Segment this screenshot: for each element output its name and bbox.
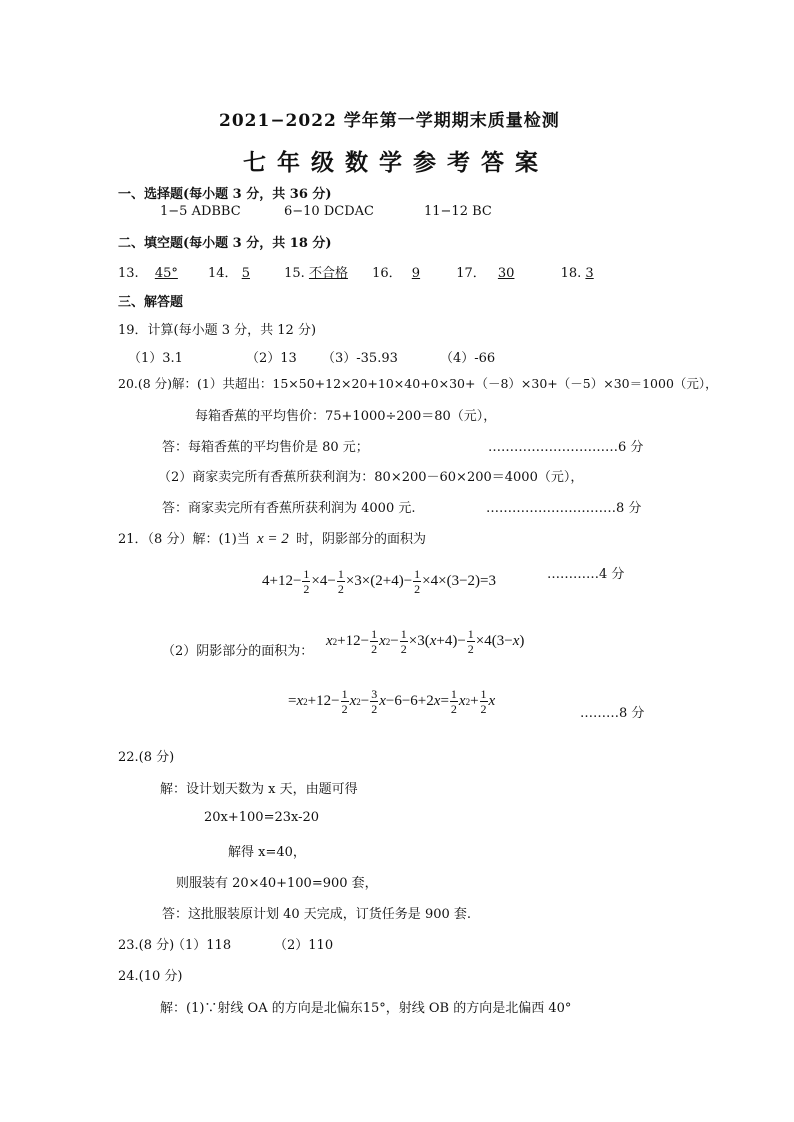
q23-heading: 23.(8 分) bbox=[118, 938, 175, 953]
q22-line-2: 20x+100=23x-20 bbox=[204, 810, 320, 825]
q20-line-1: 20.(8 分)解：(1）共超出：15×50+12×20+10×40+0×30+（－8）×30+（－5）×30＝1000（元）， bbox=[118, 376, 718, 391]
q14-label: 14． bbox=[208, 266, 238, 281]
q21-formula-2: x 2 +12− $\frac{1}{2}$ x 2 − $\frac{1}{2}$ ×3( x +4)− $\frac{1}{2}$ ×4(3− x ) bbox=[326, 627, 525, 656]
fill-answers-row bbox=[118, 262, 594, 281]
q14-answer: 5 bbox=[241, 266, 250, 281]
q18-label: 18. bbox=[560, 266, 582, 281]
q20-line-2: 每箱香蕉的平均售价：75+1000÷200＝80（元）， bbox=[195, 409, 497, 424]
q17-label: 17． bbox=[456, 266, 486, 281]
page-subtitle: 七年级数学参考答案 bbox=[243, 149, 549, 176]
q13-answer: 45° bbox=[154, 266, 178, 281]
q20-score-1: …………………………6 分 bbox=[488, 440, 644, 455]
section-solve-heading: 三、解答题 bbox=[118, 295, 184, 310]
q20-line-5: 答：商家卖完所有香蕉所获利润为 4000 元. bbox=[162, 501, 416, 516]
q20-score-2: …………………………8 分 bbox=[486, 501, 642, 516]
q20-line-3: 答：每箱香蕉的平均售价是 80 元； bbox=[162, 440, 369, 455]
q22-heading: 22.(8 分) bbox=[118, 750, 175, 765]
q19-answer-2: （2）13 bbox=[246, 351, 297, 366]
q24-line-1: 解：(1)∵射线 OA 的方向是北偏东15°，射线 OB 的方向是北偏西 40° bbox=[160, 1001, 572, 1016]
q21-line-1-text: 21．（8 分）解：(1)当 bbox=[118, 532, 250, 547]
q24-heading: 24.(10 分) bbox=[118, 969, 183, 984]
q18-answer: 3 bbox=[585, 266, 594, 281]
q15-answer: 不合格 bbox=[308, 266, 348, 281]
q21-line-2: （2）阴影部分的面积为： bbox=[162, 644, 314, 659]
section-fill-heading: 二、填空题(每小题 3 分，共 18 分) bbox=[118, 236, 332, 251]
q16-answer: 9 bbox=[411, 266, 421, 281]
choice-answers-6-10: 6−10 DCDAC bbox=[284, 204, 374, 219]
page-title: 2021−2022 学年第一学期期末质量检测 bbox=[219, 111, 560, 131]
q21-line-1-text-b: 时，阴影部分的面积为 bbox=[295, 532, 426, 547]
q16-label: 16． bbox=[372, 266, 402, 281]
q15-label: 15. bbox=[284, 266, 305, 281]
q19-answer-3: （3）-35.93 bbox=[322, 351, 398, 366]
q23-answer-1: （1）118 bbox=[172, 938, 232, 953]
q21-formula-1: 4+12− $\frac{1}{2}$ ×4− $\frac{1}{2}$ ×3×(2+4)− $\frac{1}{2}$ ×4×(3−2)=3 bbox=[262, 567, 496, 596]
q23-answer-2: （2）110 bbox=[274, 938, 334, 953]
q21-score-2: ………8 分 bbox=[580, 706, 645, 721]
q20-line-4: （2）商家卖完所有香蕉所获利润为：80×200－60×200＝4000（元）， bbox=[158, 470, 584, 485]
choice-answers-11-12: 11−12 BC bbox=[424, 204, 492, 219]
q19-answer-4: （4）-66 bbox=[440, 351, 496, 366]
section-choice-heading: 一、选择题(每小题 3 分，共 36 分) bbox=[118, 187, 332, 202]
q13-label: 13. bbox=[118, 266, 139, 281]
q22-line-4: 则服装有 20×40+100=900 套， bbox=[176, 876, 378, 891]
q19-heading: 19．计算(每小题 3 分，共 12 分) bbox=[118, 323, 317, 338]
q22-line-5: 答：这批服装原计划 40 天完成，订货任务是 900 套. bbox=[162, 907, 472, 922]
q17-answer: 30 bbox=[497, 266, 515, 281]
choice-answers-1-5: 1−5 ADBBC bbox=[160, 204, 241, 219]
q21-score-1: …………4 分 bbox=[547, 567, 625, 582]
q21-formula-3: = x 2 +12− $\frac{1}{2}$ x 2 − $\frac{3}{2}$ x −6−6+2 x = $\frac{1}{2}$ x 2 + $\frac{1}{2}$ x bbox=[288, 687, 496, 716]
q21-line-1 bbox=[118, 528, 426, 548]
q21-condition: x = 2 bbox=[257, 531, 289, 547]
q22-line-1: 解：设计划天数为 x 天，由题可得 bbox=[160, 782, 358, 797]
q19-answer-1: （1）3.1 bbox=[128, 351, 183, 366]
q22-line-3: 解得 x=40， bbox=[228, 845, 306, 860]
